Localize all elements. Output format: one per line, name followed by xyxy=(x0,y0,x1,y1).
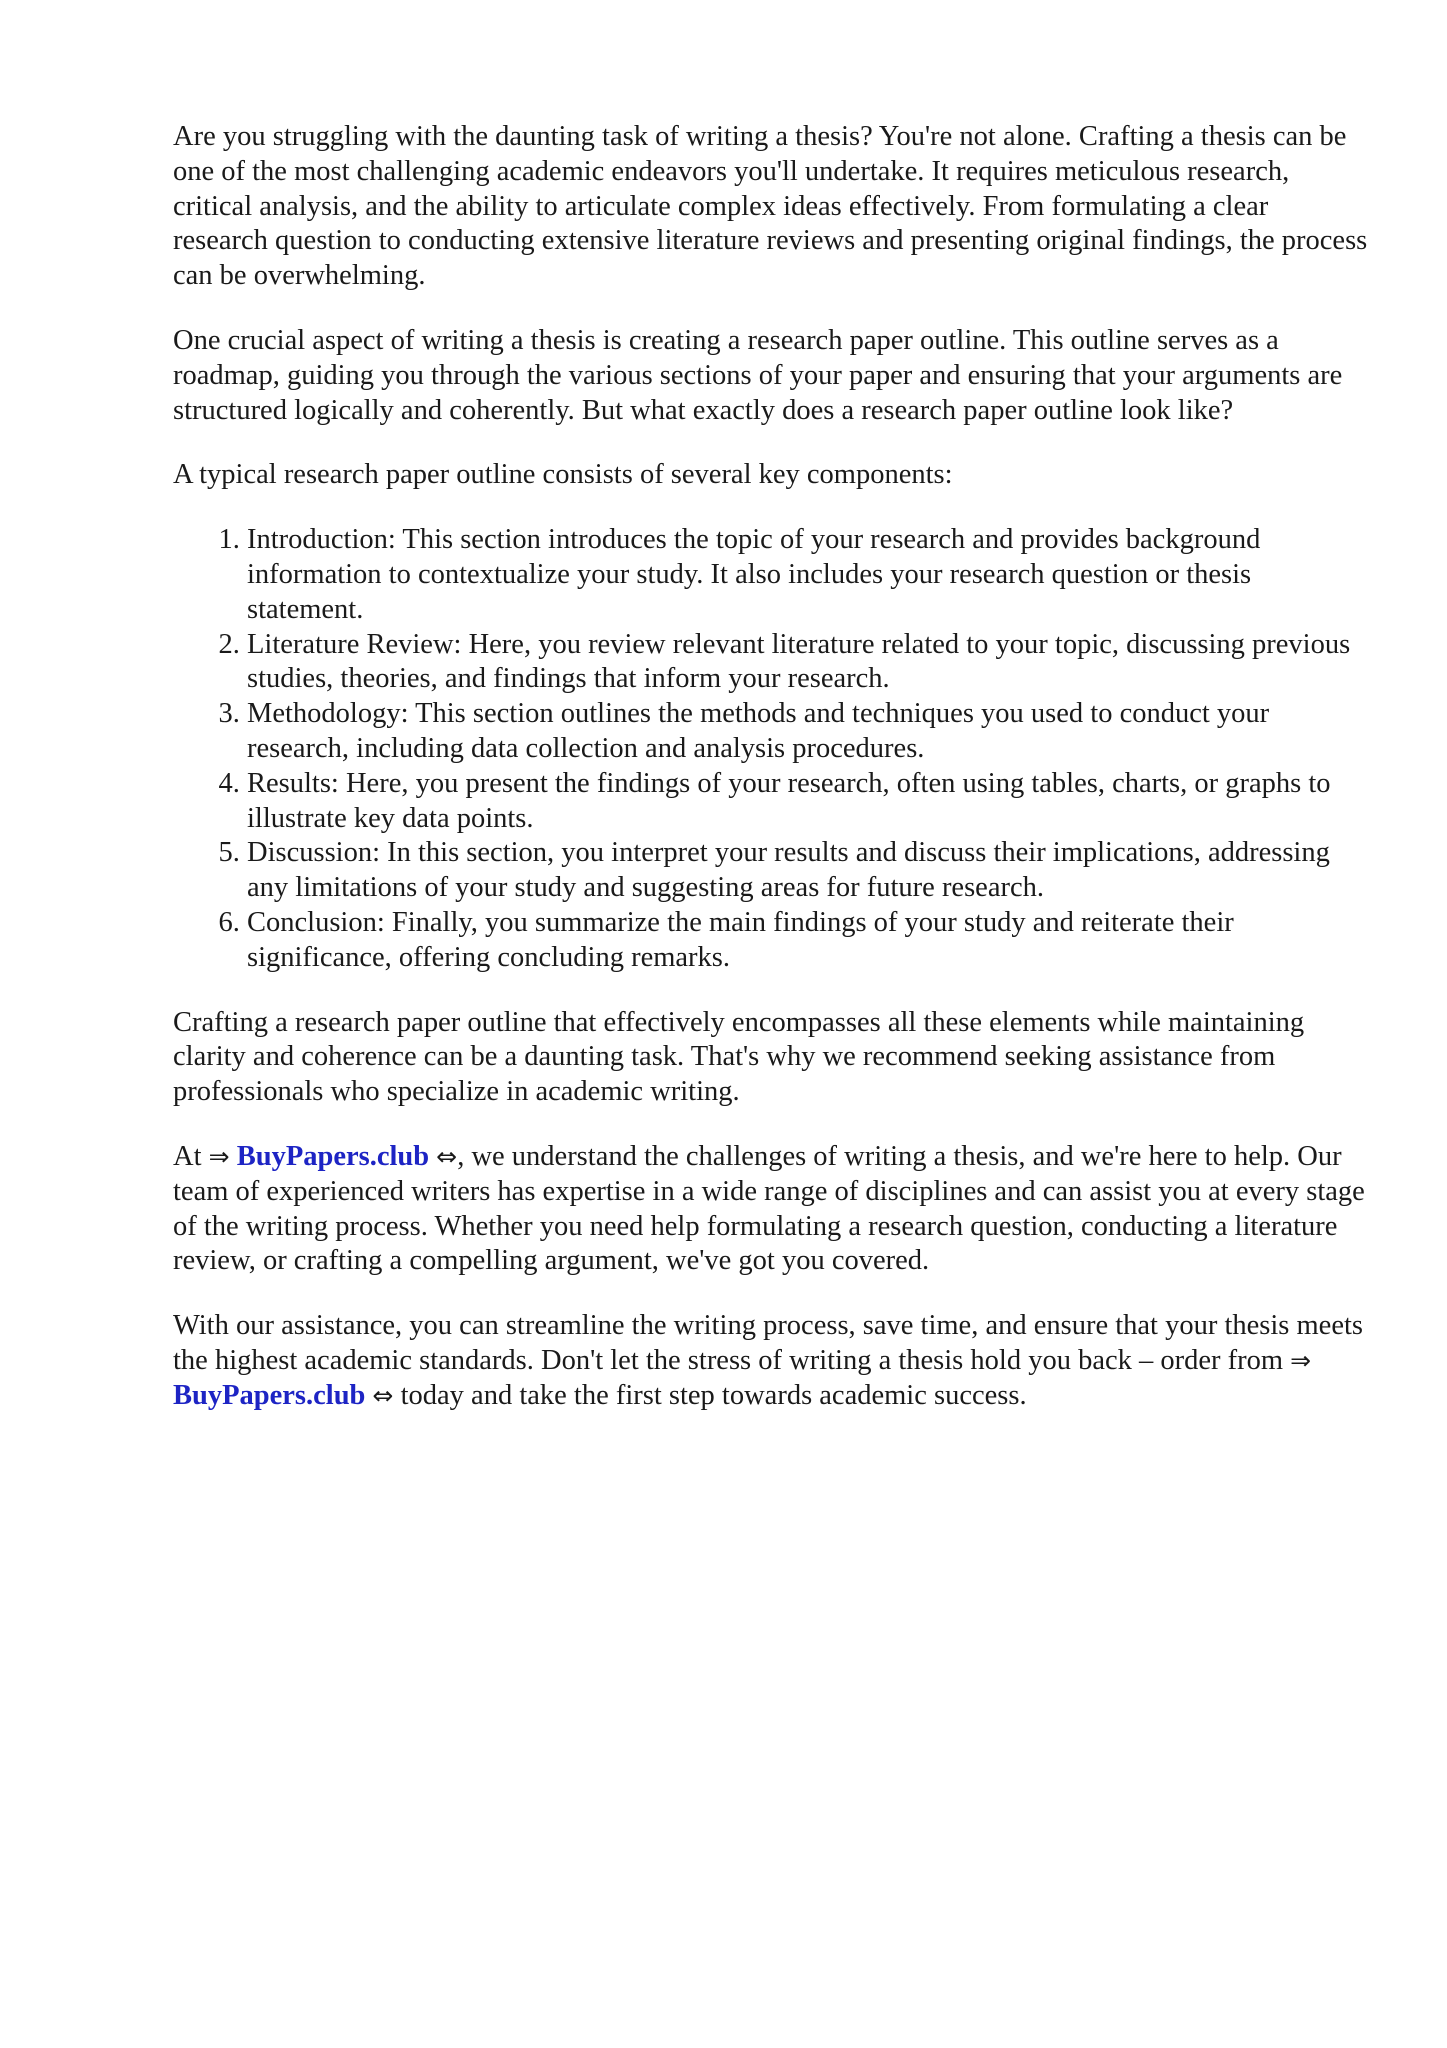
intro-paragraph: Are you struggling with the daunting task of writing a thesis? You're not alone. Crafting a thesis can be one of the most challenging academic endeavors you'll undertake. It requires meticulous research, critical analysis, and the ability to articulate complex ideas effectively. From formulating a clear research question to conducting extensive literature reviews and presenting original findings, the process can be overwhelming. xyxy=(173,121,1368,292)
components-intro: A typical research paper outline consists of several key components: xyxy=(173,459,953,491)
buypapers-link[interactable]: BuyPapers.club xyxy=(173,1379,366,1411)
promo-paragraph-2 xyxy=(173,1309,1368,1413)
list-item-conclusion: 6. Conclusion: Finally, you summarize the main findings of your study and reiterate their significance, offering concluding remarks. xyxy=(247,906,1368,976)
document-body xyxy=(173,120,1368,1444)
left-right-arrow-icon: ⇔ xyxy=(372,1380,394,1410)
promo-1-after: , we understand the challenges of writing a thesis, and we're here to help. Our team of experienced writers has expertise in a wide range of disciplines and can assist you at every stage of the writing process. Whether you need help formulating a research question, conducting a literature review, or crafting a compelling argument, we've got you covered. xyxy=(173,1140,1365,1277)
list-item-results: 4. Results: Here, you present the findings of your research, often using tables, charts, or graphs to illustrate key data points. xyxy=(247,767,1368,837)
left-right-arrow-icon: ⇔ xyxy=(436,1141,458,1171)
list-item-methodology: 3. Methodology: This section outlines the methods and techniques you used to conduct your research, including data collection and analysis procedures. xyxy=(247,697,1368,767)
list-item-discussion: 5. Discussion: In this section, you interpret your results and discuss their implications, addressing any limitations of your study and suggesting areas for future research. xyxy=(247,836,1368,906)
buypapers-link[interactable]: BuyPapers.club xyxy=(236,1140,430,1172)
promo-paragraph-1 xyxy=(173,1140,1368,1279)
right-arrow-icon: ⇒ xyxy=(1290,1345,1312,1375)
assistance-paragraph: Crafting a research paper outline that effectively encompasses all these elements while maintaining clarity and coherence can be a daunting task. That's why we recommend seeking assistance from professionals who specialize in academic writing. xyxy=(173,1006,1305,1108)
right-arrow-icon: ⇒ xyxy=(208,1141,230,1171)
list-item-literature-review: 2. Literature Review: Here, you review relevant literature related to your topic, discussing previous studies, theories, and findings that inform your research. xyxy=(247,628,1368,698)
promo-1-before: At xyxy=(173,1140,209,1172)
list-item-introduction: 1. Introduction: This section introduces the topic of your research and provides background information to contextualize your study. It also includes your research question or thesis statement. xyxy=(247,523,1368,627)
promo-2-before: With our assistance, you can streamline the writing process, save time, and ensure that your thesis meets the highest academic standards. Don't let the stress of writing a thesis hold you back – order from xyxy=(173,1310,1363,1376)
components-list xyxy=(173,523,1368,975)
promo-2-after: today and take the first step towards academic success. xyxy=(393,1379,1027,1411)
outline-paragraph: One crucial aspect of writing a thesis is creating a research paper outline. This outline serves as a roadmap, guiding you through the various sections of your paper and ensuring that your arguments are structured logically and coherently. But what exactly does a research paper outline look like? xyxy=(173,324,1343,426)
